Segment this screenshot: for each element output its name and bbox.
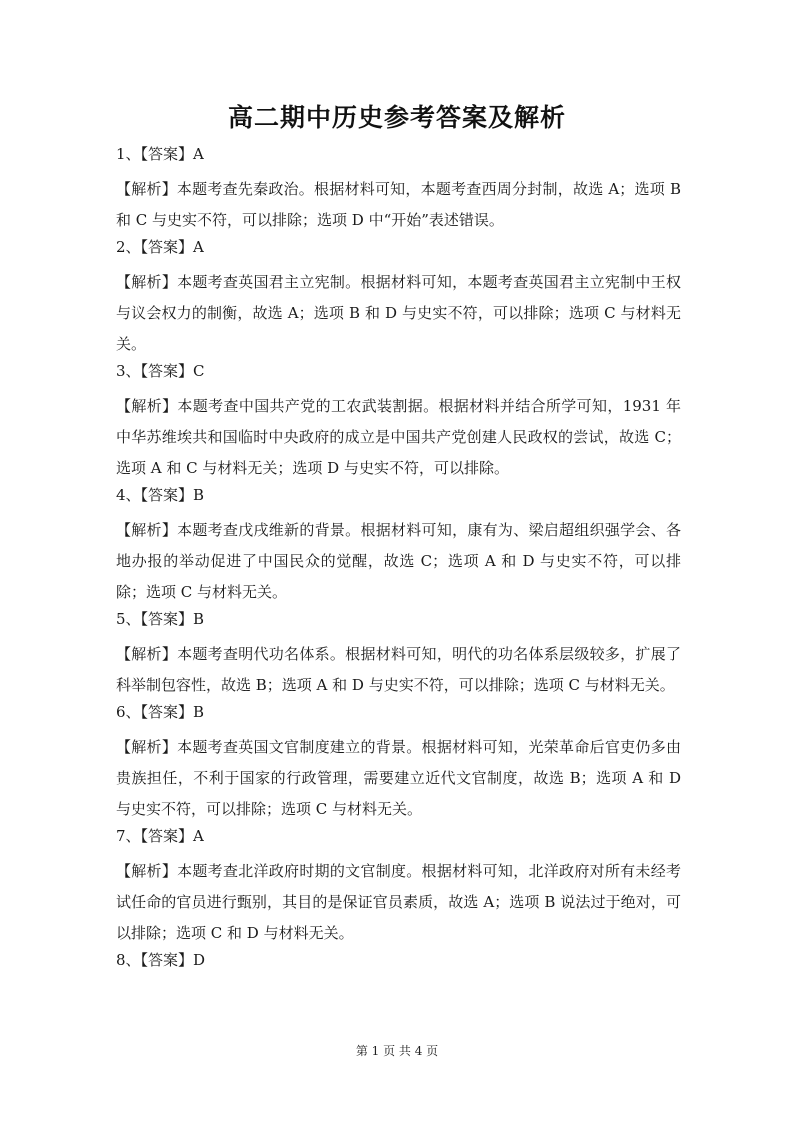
- answer-line: 4、【答案】B: [116, 486, 205, 504]
- analysis-text: 【解析】本题考查戊戌维新的背景。根据材料可知，康有为、梁启超组织强学会、各地办报的举动促进了中国民众的觉醒，故选 C；选项 A 和 D 与史实不符，可以排除；选项 C 与材料无关。: [116, 521, 681, 601]
- analysis-text: 【解析】本题考查明代功名体系。根据材料可知，明代的功名体系层级较多，扩展了科举制包容性，故选 B；选项 A 和 D 与史实不符，可以排除；选项 C 与材料无关。: [116, 645, 681, 694]
- analysis-text: 【解析】本题考查英国文官制度建立的背景。根据材料可知，光荣革命后官吏仍多由贵族担任，不利于国家的行政管理，需要建立近代文官制度，故选 B；选项 A 和 D 与史实不符，可以排除；选项 C 与材料无关。: [116, 738, 681, 818]
- answer-item: [116, 484, 681, 608]
- answer-item: [116, 701, 681, 825]
- analysis-text: 【解析】本题考查北洋政府时期的文官制度。根据材料可知，北洋政府对所有未经考试任命的官员进行甄别，其目的是保证官员素质，故选 A；选项 B 说法过于绝对，可以排除；选项 C 和 D 与材料无关。: [116, 862, 681, 942]
- analysis-text: 【解析】本题考查英国君主立宪制。根据材料可知，本题考查英国君主立宪制中王权与议会权力的制衡，故选 A；选项 B 和 D 与史实不符，可以排除；选项 C 与材料无关。: [116, 273, 681, 353]
- answer-item: [116, 608, 681, 701]
- answer-list: [116, 143, 681, 980]
- answer-item: [116, 143, 681, 236]
- answer-item: [116, 236, 681, 360]
- answer-item: [116, 360, 681, 484]
- answer-line: 1、【答案】A: [116, 145, 204, 163]
- answer-line: 7、【答案】A: [116, 827, 204, 845]
- answer-item: [116, 825, 681, 949]
- answer-line: 5、【答案】B: [116, 610, 205, 628]
- answer-line: 6、【答案】B: [116, 703, 205, 721]
- analysis-text: 【解析】本题考查中国共产党的工农武装割据。根据材料并结合所学可知，1931 年中华苏维埃共和国临时中央政府的成立是中国共产党创建人民政权的尝试，故选 C；选项 A 和 C 与材料无关；选项 D 与史实不符，可以排除。: [116, 397, 681, 477]
- answer-line: 8、【答案】D: [116, 951, 206, 969]
- page-number: 第 1 页 共 4 页: [355, 1044, 439, 1058]
- page-title: 高二期中历史参考答案及解析: [227, 103, 566, 132]
- answer-line: 3、【答案】C: [116, 362, 205, 380]
- answer-line: 2、【答案】A: [116, 238, 204, 256]
- answer-item: [116, 949, 681, 980]
- analysis-text: 【解析】本题考查先秦政治。根据材料可知，本题考查西周分封制，故选 A；选项 B 和 C 与史实不符，可以排除；选项 D 中“开始”表述错误。: [116, 180, 681, 229]
